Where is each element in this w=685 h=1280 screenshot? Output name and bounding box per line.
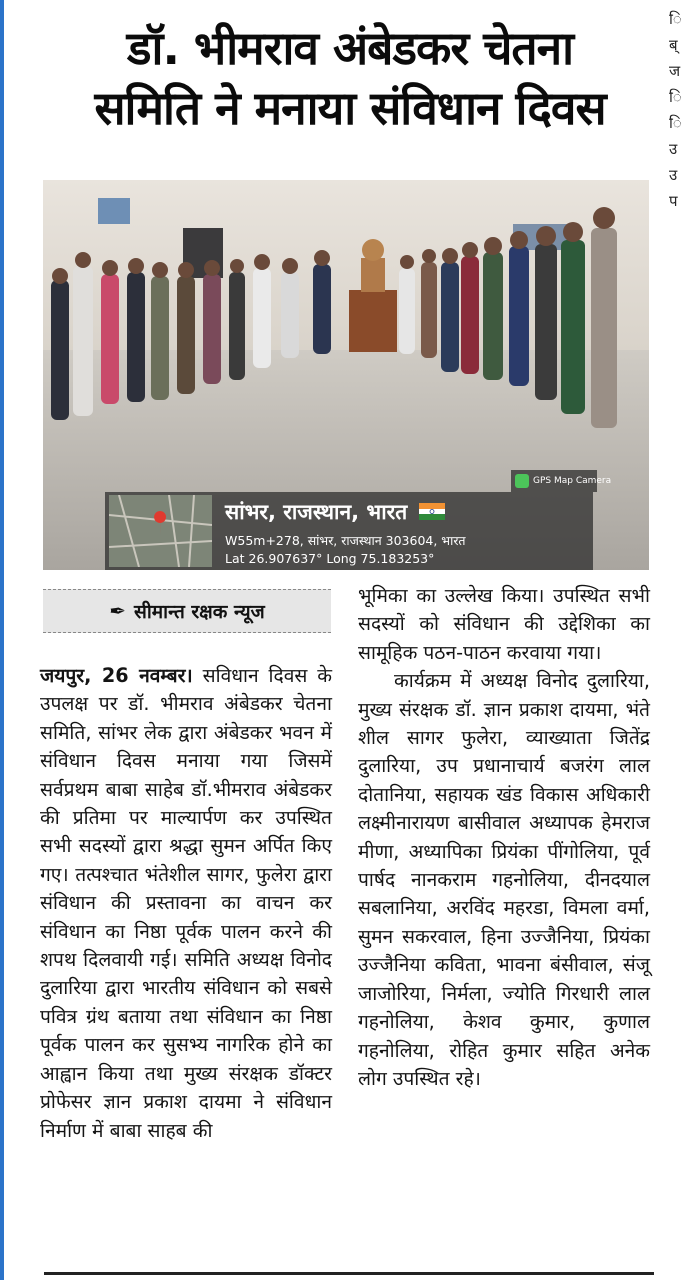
fragment-char: प (669, 192, 678, 210)
fragment-char: ब् (669, 36, 678, 54)
fragment-char: ि (669, 114, 682, 132)
page-left-border (0, 0, 4, 1280)
bottom-divider (44, 1272, 654, 1275)
fragment-char: ज (669, 62, 681, 80)
fragment-char: उ (669, 140, 678, 158)
gps-badge-label: GPS Map Camera (533, 476, 612, 486)
geotag-coordinates: Lat 26.907637° Long 75.183253° (225, 551, 435, 566)
news-source-name: सीमान्त रक्षक न्यूज (134, 601, 265, 623)
pen-nib-icon: ✒ (109, 599, 127, 623)
map-thumbnail (109, 495, 212, 567)
headline-line-2: समिति ने मनाया संविधान दिवस (94, 81, 606, 135)
dateline: जयपुर, 26 नवम्बर। (40, 664, 193, 687)
fragment-char: ि (669, 10, 682, 28)
fragment-char: ि (669, 88, 682, 106)
india-flag-icon (419, 503, 445, 520)
adjacent-column-fragment (669, 0, 685, 1280)
geotag-overlay (105, 492, 593, 570)
geotag-place (225, 498, 445, 526)
article-paragraph: भूमिका का उल्लेख किया। उपस्थित सभी सदस्यों को संविधान की उद्देशिका का सामूहिक पठन-पाठन करवाया गया। (358, 584, 650, 664)
gps-map-camera-badge (511, 470, 612, 492)
geotag-place-text: सांभर, राजस्थान, भारत (225, 500, 408, 524)
article-paragraph: कार्यक्रम में अध्यक्ष विनोद दुलारिया, मुख्य संरक्षक डॉ. ज्ञान प्रकाश दायमा, भंते शील सागर फुलेरा, व्याख्याता जितेंद्र दुलारिया, उप प्रधानाचार्य बजरंग लाल दोतानिया, सहायक खंड विकास अधिकारी लक्ष्मीनारायण बासीवाल अध्यापक हेमराज मीणा, अध्यापिका प्रियंका पींगोलिया, पूर्व पार्षद नानकराम गहनोलिया, दीनदयाल सबलानिया, अरविंद महरडा, विमला वर्मा, सुमन सकरवाल, हिना उज्जैनिया, प्रियंका उज्जैनिया कविता, भावना बंसीवाल, संजू जाजोरिया, निर्मला, ज्योति गिरधारी लाल गहनोलिया, केशव कुमार, कुणाल गहनोलिया, रोहित कुमार सहित अनेक लोग उपस्थित रहे। (358, 669, 650, 1090)
news-source-byline (43, 589, 331, 633)
article-column-2 (358, 582, 650, 1093)
article-column-1 (40, 662, 332, 1145)
geotag-address: W55m+278, सांभर, राजस्थान 303604, भारत (225, 533, 466, 548)
fragment-char: उ (669, 166, 678, 184)
headline-line-1: डॉ. भीमराव अंबेडकर चेतना (126, 21, 574, 75)
headline (30, 18, 670, 138)
gps-camera-logo-icon (515, 474, 529, 488)
article-paragraph (40, 662, 332, 1145)
article-body-col1: सविधान दिवस के उपलक्ष पर डॉ. भीमराव अंबेडकर चेतना समिति, सांभर लेक द्वारा अंबेडकर भवन में संविधान दिवस मनाया गया जिसमें सर्वप्रथम बाबा साहेब डॉ.भीमराव अंबेडकर की प्रतिमा पर माल्यार्पण कर उपस्थित सभी सदस्यों द्वारा श्रद्धा सुमन अर्पित किए गए। तत्पश्चात भंतेशील सागर, फुलेरा द्वारा संविधान की प्रस्तावना का वाचन कर संविधान का निष्ठा पूर्वक पालन करने की शपथ दिलवायी गई। समिति अध्यक्ष विनोद दुलारिया द्वारा भारतीय संविधान को सबसे पवित्र ग्रंथ बताया तथा संविधान का निष्ठा पूर्वक पालन कर सुसभ्य नागरिक होने का आह्वान किया तथा मुख्य संरक्षक डॉक्टर प्रोफेसर ज्ञान प्रकाश दायमा ने संविधान निर्माण में बाबा साहब की (40, 664, 332, 1142)
